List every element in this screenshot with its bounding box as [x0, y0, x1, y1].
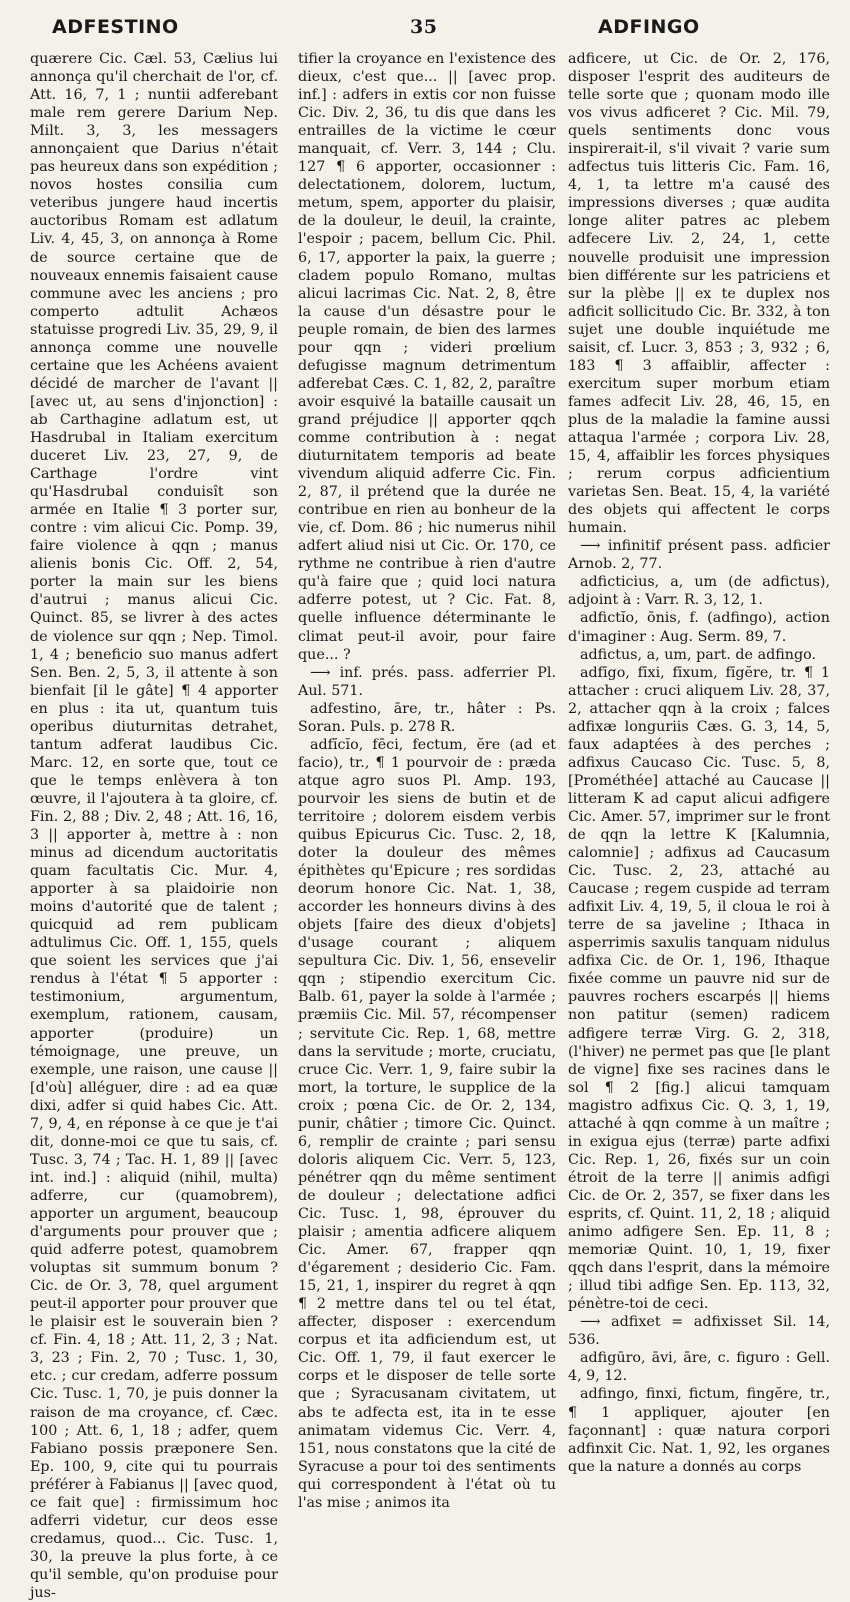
text-column-3 [568, 50, 830, 1475]
entry-adfictio: adfictĭo, ōnis, f. (adfingo), action d'imaginer : Aug. Serm. 89, 7. [568, 610, 830, 645]
page-number: 35 [410, 16, 438, 38]
morphology-note: ⟶ inf. prés. pass. adferrier Pl. Aul. 571. [298, 664, 556, 699]
text-column-1 [30, 50, 278, 1601]
entry-adfictus: adfictus, a, um, part. de adfingo. [580, 646, 817, 663]
entry-adficticius: adficticius, a, um (de adfictus), adjoint à : Varr. R. 3, 12, 1. [568, 574, 830, 609]
morphology-note: ⟶ adfixet = adfixisset Sil. 14, 536. [568, 1314, 830, 1349]
entry-adficio: adfĭcĭo, fēci, fectum, ĕre (ad et facio), tr., ¶ 1 pourvoir de : præda atque agro suos Pl. Amp. 193, pourvoir les siens de butin et de territoire ; dolorem eisdem verbis quibus Epicurus Cic. Tusc. 2, 18, doter la douleur des mêmes épithètes qu'Epicure ; res sordidas deorum honore Cic. Nat. 1, 38, accorder les honneurs divins à des objets [faire des dieux d'objets] d'usage courant ; aliquem sepultura Cic. Div. 1, 56, ensevelir qqn ; stipendio exercitum Cic. Balb. 61, payer la solde à l'armée ; præmiis Cic. Mil. 57, récompenser ; servitute Cic. Rep. 1, 68, mettre dans la servitude ; morte, cruciatu, cruce Cic. Verr. 1, 9, faire subir la mort, la torture, le supplice de la croix ; pœna Cic. de Or. 2, 134, punir, châtier ; timore Cic. Quinct. 6, remplir de crainte ; pari sensu doloris aliquem Cic. Verr. 5, 123, pénétrer qqn du même sentiment de douleur ; delectatione adfici Cic. Tusc. 1, 98, éprouver du plaisir ; amentia adficere aliquem Cic. Amer. 67, frapper qqn d'égarement ; desiderio Cic. Fam. 15, 21, 1, inspirer du regret à qqn ¶ 2 mettre dans tel ou tel état, affecter, disposer : exercendum corpus et ita adficiendum est, ut Cic. Off. 1, 79, il faut exercer le corps et le disposer de telle sorte que ; Syracusanam civitatem, ut abs te adfecta est, ita in te esse animatam videmus Cic. Verr. 4, 151, nous constatons que la cité de Syracuse a pour toi des sentiments qui correspondent à l'état où tu l'as mise ; animos ita [298, 736, 556, 1511]
header-first-word: ADFESTINO [52, 16, 179, 38]
entry-adfigo: adfīgo, fīxi, fīxum, fīgĕre, tr. ¶ 1 attacher : cruci aliquem Liv. 28, 37, 2, attacher qqn à la croix ; falces adfixæ longuriis Cæs. G. 3, 14, 5, faux adaptées à des perches ; adfixus Caucaso Cic. Tusc. 5, 8, [Prométhée] attaché au Caucase || litteram K ad caput alicui adfigere Cic. Amer. 57, imprimer sur le front de qqn la lettre K [Kalumnia, calomnie] ; adfixus ad Caucasum Cic. Tusc. 2, 23, attaché au Caucase ; regem cuspide ad terram adfixit Liv. 4, 19, 5, il cloua le roi à terre de sa javeline ; Ithaca in asperrimis saxulis tanquam nidulus adfixa Cic. de Or. 1, 196, Ithaque fixée comme un pauvre nid sur de pauvres rochers escarpés || hiems non patitur (semen) radicem adfigere terræ Virg. G. 2, 318, (l'hiver) ne permet pas que [le plant de vigne] fixe ses racines dans le sol ¶ 2 [fig.] alicui tamquam magistro adfixus Cic. Q. 3, 1, 19, attaché à qqn comme à un maître ; in exigua ejus (terræ) parte adfixi Cic. Rep. 1, 26, fixés sur un coin étroit de la terre || animis adfigi Cic. de Or. 2, 357, se fixer dans les esprits, cf. Quint. 11, 2, 18 ; aliquid animo adfigere Sen. Ep. 11, 8 ; memoriæ Quint. 10, 1, 19, fixer qqch dans l'esprit, dans la mémoire ; illud tibi adfige Sen. Ep. 113, 32, pénètre-toi de ceci. [568, 664, 830, 1313]
paragraph: adficere, ut Cic. de Or. 2, 176, disposer l'esprit des auditeurs de telle sorte que ; quonam modo ille vos vivus adficeret ? Cic. Mil. 79, quels sentiments donc vous inspirerait-il, s'il vivait ? varie sum adfectus tuis litteris Cic. Fam. 16, 4, 1, ta lettre m'a causé des impressions diverses ; quæ audita longe aliter patres ac plebem adfecere Liv. 2, 24, 1, cette nouvelle produisit une impression bien différente sur les patriciens et sur la plèbe || ex te duplex nos adficit sollicitudo Cic. Br. 332, à ton sujet une double inquiétude me saisit, cf. Lucr. 3, 853 ; 3, 932 ; 6, 183 ¶ 3 affaiblir, affecter : exercitum super morbum etiam fames adfecit Liv. 28, 46, 15, en plus de la maladie la famine aussi attaqua l'armée ; corpora Liv. 28, 15, 4, affaiblir les forces physiques ; rerum corpus adficientium varietas Sen. Beat. 15, 4, la variété des objets qui affectent le corps humain. [568, 51, 830, 537]
entry-adfiguro: adfigūro, āvi, āre, c. figuro : Gell. 4, 9, 12. [568, 1350, 830, 1385]
entry-adfestino: adfestino, āre, tr., hâter : Ps. Soran. Puls. p. 278 R. [298, 700, 556, 735]
header-last-word: ADFINGO [598, 16, 700, 38]
entry-adfingo: adfingo, finxi, fictum, fingĕre, tr., ¶ 1 appliquer, ajouter [en façonnant] : quæ natura corpori adfinxit Cic. Nat. 1, 92, les organes que la nature a donnés au corps [568, 1386, 830, 1475]
running-header [0, 0, 850, 44]
text-column-2 [298, 50, 556, 1511]
paragraph: quærere Cic. Cæl. 53, Cælius lui annonça qu'il cherchait de l'or, cf. Att. 16, 7, 1 ; nuntii adferebant male rem gerere Darium Nep. Milt. 3, 3, les messagers annonçaient que Darius n'était pas heureux dans son expédition ; novos hostes consilia cum veteribus jungere haud incertis auctoribus Romam est adlatum Liv. 4, 45, 3, on annonça à Rome de source certaine que de nouveaux ennemis faisaient cause commune avec les anciens ; pro comperto adtulit Achæos statuisse progredi Liv. 35, 29, 9, il annonça comme une nouvelle certaine que les Achéens avaient décidé de marcher de l'avant || [avec ut, au sens d'injonction] : ab Carthagine adlatum est, ut Hasdrubal in Italiam exercitum duceret Liv. 23, 27, 9, de Carthage l'ordre vint qu'Hasdrubal conduisît son armée en Italie ¶ 3 porter sur, contre : vim alicui Cic. Pomp. 39, faire violence à qqn ; manus alienis bonis Cic. Off. 2, 54, porter la main sur les biens d'autrui ; manus alicui Cic. Quinct. 85, se livrer à des actes de violence sur qqn ; Nep. Timol. 1, 4 ; beneficio suo manus adfert Sen. Ben. 2, 5, 3, il attente à son bienfait [il le gâte] ¶ 4 apporter en plus : ita ut, quantum tuis operibus diuturnitas detrahet, tantum adferat laudibus Cic. Marc. 12, en sorte que, tout ce que le temps enlèvera à ton œuvre, il l'ajoutera à ta gloire, cf. Fin. 2, 88 ; Div. 2, 48 ; Att. 16, 16, 3 || apporter à, mettre à : non minus ad dicendum auctoritatis quam facultatis Cic. Mur. 4, apporter à sa plaidoirie non moins d'autorité que de talent ; quicquid ad rem publicam adtulimus Cic. Off. 1, 155, quels que soient les services que j'ai rendus à l'état ¶ 5 apporter : testimonium, argumentum, exemplum, rationem, causam, apporter (produire) un témoignage, une preuve, un exemple, une raison, une cause || [d'où] alléguer, dire : ad ea quæ dixi, adfer si quid habes Cic. Att. 7, 9, 4, en réponse à ce que je t'ai dit, donne-moi ce que tu sais, cf. Tusc. 3, 74 ; Tac. H. 1, 89 || [avec int. ind.] : aliquid (nihil, multa) adferre, cur (quamobrem), apporter un argument, beaucoup d'arguments pour prouver que ; quid adferre potest, quamobrem voluptas sit summum bonum ? Cic. de Or. 3, 78, quel argument peut-il apporter pour prouver que le plaisir est le souverain bien ? cf. Fin. 4, 18 ; Att. 11, 2, 3 ; Nat. 3, 23 ; Fin. 2, 70 ; Tusc. 1, 30, etc. ; cur credam, adferre possum Cic. Tusc. 1, 70, je puis donner la raison de ma croyance, cf. Cæc. 100 ; Att. 6, 1, 18 ; adfer, quem Fabiano possis præponere Sen. Ep. 100, 9, cite qui tu pourrais préférer à Fabianus || [avec quod, ce fait que] : firmissimum hoc adferri videtur, cur deos esse credamus, quod... Cic. Tusc. 1, 30, la preuve la plus forte, à ce qu'il semble, qu'on produise pour jus- [30, 51, 278, 1601]
paragraph: tifier la croyance en l'existence des dieux, c'est que... || [avec prop. inf.] : adfers in extis cor non fuisse Cic. Div. 2, 36, tu dis que dans les entrailles de la victime le cœur manquait, cf. Verr. 3, 144 ; Clu. 127 ¶ 6 apporter, occasionner : delectationem, dolorem, luctum, metum, spem, apporter du plaisir, de la douleur, le deuil, la crainte, l'espoir ; pacem, bellum Cic. Phil. 6, 17, apporter la paix, la guerre ; cladem populo Romano, multas alicui lacrimas Cic. Nat. 2, 8, être la cause d'un désastre pour le peuple romain, de bien des larmes pour qqn ; videri prœlium defugisse magnum detrimentum adferebat Cæs. C. 1, 82, 2, paraître avoir esquivé la bataille causait un grand préjudice || apporter qqch comme contribution à : negat diuturnitatem temporis ad beate vivendum aliquid adferre Cic. Fin. 2, 87, il prétend que la durée ne contribue en rien au bonheur de la vie, cf. Dom. 86 ; hic numerus nihil adfert aliud nisi ut Cic. Or. 170, ce rythme ne contribue à rien d'autre qu'à faire que ; quid loci natura adferre potest, ut ? Cic. Fat. 8, quelle influence déterminante le climat peut-il avoir, pour faire que... ? [298, 51, 556, 663]
morphology-note: ⟶ infinitif présent pass. adficier Arnob. 2, 77. [568, 538, 830, 573]
